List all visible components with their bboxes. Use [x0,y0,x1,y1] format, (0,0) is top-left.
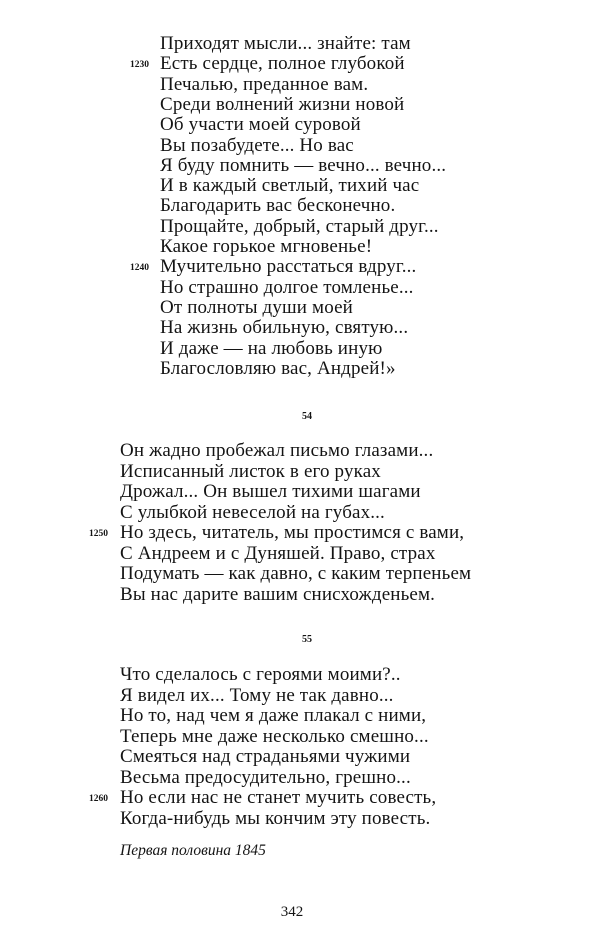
verse-line: Прощайте, добрый, старый друг... [160,215,439,237]
verse-line: Я буду помнить — вечно... вечно... [160,154,447,176]
stanza-number-54: 54 [302,411,312,422]
date-line: Первая половина 1845 [120,842,266,859]
verse-line: Подумать — как давно, с каким терпеньем [120,563,472,584]
verse-line: От полноты души моей [160,296,353,318]
verse-line: Теперь мне даже несколько смешно... [120,725,429,747]
verse-line: Что сделалось с героями моими?.. [120,664,401,685]
verse-line: Какое горькое мгновенье! [160,236,373,257]
verse-line: Но если нас не станет мучить совесть, [120,787,437,808]
stanza-number-55: 55 [302,634,312,645]
line-number: 1250 [89,529,108,539]
verse-line: Есть сердце, полное глубокой [160,53,405,75]
verse-line: Благословляю вас, Андрей!» [160,357,396,379]
verse-line: С Андреем и с Дуняшей. Право, страх [120,542,436,564]
verse-line: И даже — на любовь иную [160,337,383,359]
verse-line: Весьма предосудительно, грешно... [120,766,411,788]
page-number: 342 [280,904,304,920]
line-number: 1260 [89,794,108,804]
verse-line: На жизнь обильную, святую... [160,317,409,339]
line-number: 1230 [130,60,149,71]
verse-line: Он жадно пробежал письмо глазами... [120,440,434,461]
verse-line: Дрожал... Он вышел тихими шагами [120,481,421,502]
verse-line: С улыбкой невеселой на губах... [120,501,385,523]
verse-line: Об участи моей суровой [160,114,361,136]
verse-line: Вы нас дарите вашим снисхожденьем. [120,583,436,605]
verse-line: Но здесь, читатель, мы простимся с вами, [120,522,465,543]
verse-line: Когда-нибудь мы кончим эту повесть. [120,807,431,829]
verse-line: Вы позабудете... Но вас [160,134,354,156]
verse-line: Исписанный листок в его руках [120,460,381,482]
verse-line: Среди волнений жизни новой [160,93,405,115]
verse-line: Я видел их... Тому не так давно... [120,684,394,706]
verse-line: Смеяться над страданьями чужими [120,746,411,767]
verse-line: Приходят мысли... знайте: там [160,33,411,54]
verse-line: Но то, над чем я даже плакал с ними, [120,705,427,726]
verse-line: Мучительно расстаться вдруг... [160,256,417,278]
verse-line: Печалью, преданное вам. [160,73,369,95]
line-number: 1240 [130,263,149,274]
verse-line: И в каждый светлый, тихий час [160,175,420,197]
verse-line: Благодарить вас бесконечно. [160,195,396,217]
verse-line: Но страшно долгое томленье... [160,276,414,298]
